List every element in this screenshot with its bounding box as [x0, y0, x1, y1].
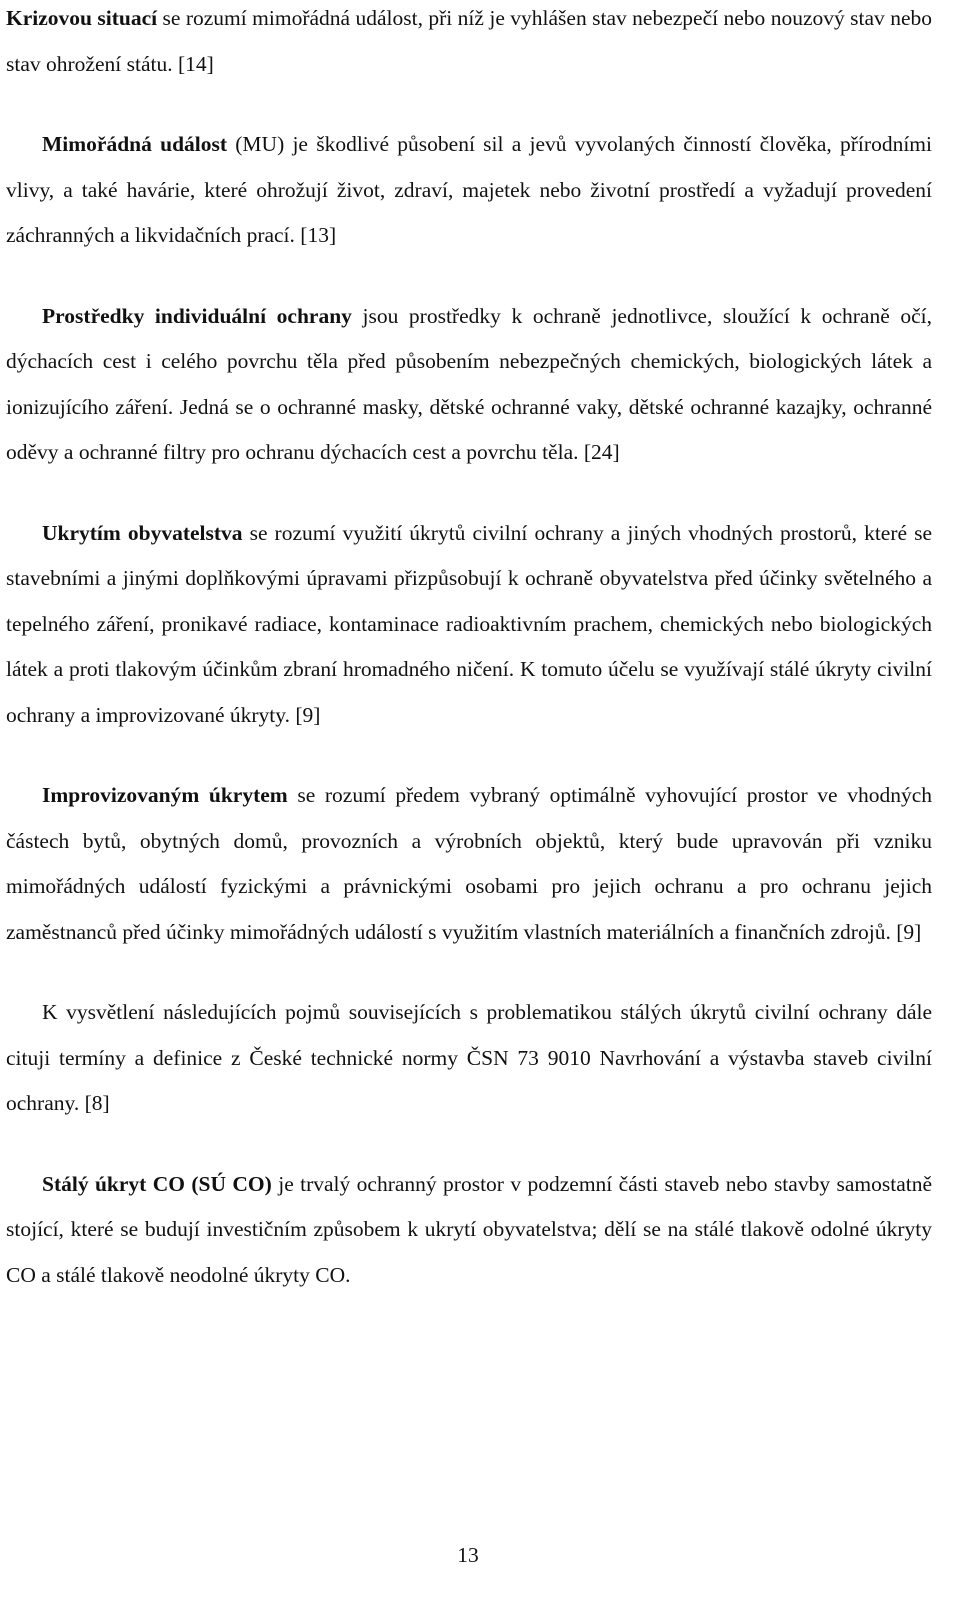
term-mimoradna-udalost: Mimořádná událost — [42, 132, 228, 156]
term-staly-ukryt-co: Stálý úkryt CO (SÚ CO) — [42, 1171, 272, 1196]
paragraph-mimoradna-udalost — [6, 122, 932, 259]
paragraph-improvizovany-ukryt — [6, 773, 932, 955]
document-page — [6, 0, 932, 1298]
paragraph-vysvetleni-pojmu — [6, 990, 932, 1127]
definition-text: se rozumí využití úkrytů civilní ochrany a jiných vhodných prostorů, které se stavebními a jinými doplňkovými úpravami přizpůsobují k ochraně obyvatelstva před účinky světelného a tepelného záření, pronikavé radiace, kontaminace radioaktivním prachem, chemických nebo biologických látek a proti tlakovým účinkům zbraní hromadného ničení. K tomuto účelu se využívají stálé úkryty civilní ochrany a improvizované úkryty. [9] — [6, 520, 933, 727]
definition-text: se rozumí mimořádná událost, při níž je vyhlášen stav nebezpečí nebo nouzový stav nebo stav ohrožení státu. [14] — [6, 6, 932, 76]
paragraph-staly-ukryt-co — [6, 1162, 932, 1299]
definition-text: jsou prostředky k ochraně jednotlivce, sloužící k ochraně očí, dýchacích cest i celého povrchu těla před působením nebezpečných chemických, biologických látek a ionizujícího záření. Jedná se o ochranné masky, dětské ochranné vaky, dětské ochranné kazajky, ochranné oděvy a ochranné filtry pro ochranu dýchacích cest a povrchu těla. [24] — [6, 303, 933, 464]
term-improvizovany-ukryt: Improvizovaným úkrytem — [42, 783, 288, 807]
definition-text: je trvalý ochranný prostor v podzemní části staveb nebo stavby samostatně stojící, které se budují investičním způsobem k ukrytí obyvatelstva; dělí se na stálé tlakově odolné úkryty CO a stálé tlakově neodolné úkryty CO. — [6, 1171, 932, 1287]
paragraph-prostredky-individualni-ochrany — [6, 294, 932, 476]
definition-text: (MU) je škodlivé působení sil a jevů vyvolaných činností člověka, přírodními vlivy, a také havárie, které ohrožují život, zdraví, majetek nebo životní prostředí a vyžadují provedení záchranných a likvidačních prací. [13] — [6, 132, 932, 247]
term-prostredky-individualni-ochrany: Prostředky individuální ochrany — [42, 303, 352, 328]
term-krizova-situace: Krizovou situací — [6, 6, 158, 30]
page-number: 13 — [457, 1543, 479, 1567]
paragraph-krizova-situace — [6, 0, 932, 87]
definition-text: se rozumí předem vybraný optimálně vyhovující prostor ve vhodných částech bytů, obytných domů, provozních a výrobních objektů, který bude upravován při vzniku mimořádných událostí fyzickými a právnickými osobami pro jejich ochranu a pro ochranu jejich zaměstnanců před účinky mimořádných událostí s využitím vlastních materiálních a finančních zdrojů. [9] — [6, 783, 932, 944]
paragraph-ukryti-obyvatelstva — [6, 511, 932, 739]
definition-text: K vysvětlení následujících pojmů souvisejících s problematikou stálých úkrytů civilní ochrany dále cituji termíny a definice z České technické normy ČSN 73 9010 Navrhování a výstavba staveb civilní ochrany. [8] — [6, 1000, 932, 1115]
term-ukryti-obyvatelstva: Ukrytím obyvatelstva — [42, 520, 243, 545]
